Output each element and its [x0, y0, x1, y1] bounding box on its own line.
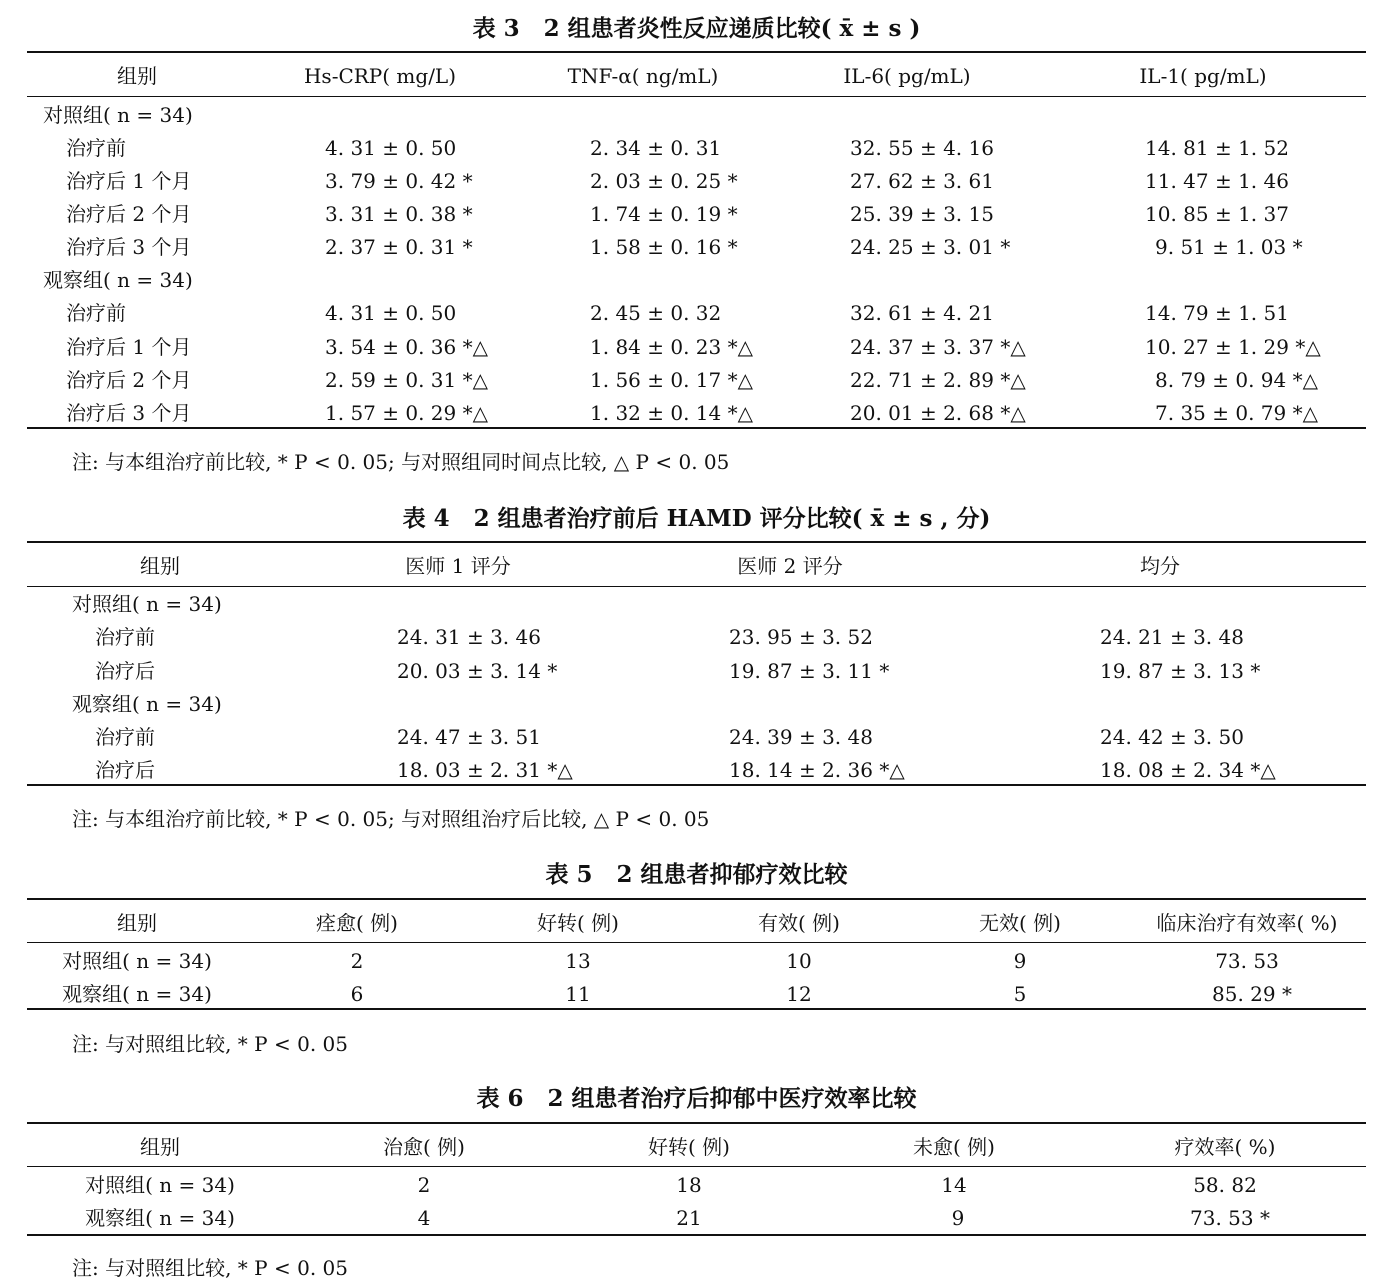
table3-top-rule [27, 51, 1366, 53]
table5-row-label: 观察组( n = 34) [62, 982, 212, 1006]
table3-cell: 9. 51 ± 1. 03 * [1155, 235, 1303, 259]
table3-row-label: 治疗前 [66, 136, 126, 160]
table6-cell: 2 [417, 1173, 431, 1197]
table3-header-il1: IL-1( pg/mL) [1139, 64, 1267, 88]
table6-cell: 9 [951, 1206, 965, 1230]
table3-cell: 14. 79 ± 1. 51 [1145, 301, 1289, 325]
table4-top-rule [27, 541, 1366, 543]
table4-row-label: 治疗后 [95, 758, 155, 782]
table5-header-effective: 有效( 例) [758, 911, 840, 935]
table5-bottom-rule [27, 1008, 1366, 1010]
table6-row-label: 对照组( n = 34) [85, 1173, 235, 1197]
table3-cell: 3. 54 ± 0. 36 *△ [325, 335, 488, 359]
table4-note: 注: 与本组治疗前比较, * P < 0. 05; 与对照组治疗后比较, △ P < 0. 05 [72, 807, 710, 831]
table4-cell: 24. 21 ± 3. 48 [1100, 625, 1244, 649]
table3-header-hscrp: Hs-CRP( mg/L) [303, 64, 457, 88]
table4-cell: 24. 47 ± 3. 51 [397, 725, 541, 749]
table6-header-cured: 治愈( 例) [383, 1135, 465, 1159]
table3-cell: 8. 79 ± 0. 94 *△ [1155, 368, 1318, 392]
table3-cell: 24. 37 ± 3. 37 *△ [850, 335, 1026, 359]
table4-group-observation: 观察组( n = 34) [72, 692, 222, 716]
table3-header-il6: IL-6( pg/mL) [843, 64, 971, 88]
table5-row-label: 对照组( n = 34) [62, 949, 212, 973]
table4-header-doctor1: 医师 1 评分 [405, 554, 511, 578]
table3-cell: 4. 31 ± 0. 50 [325, 136, 457, 160]
table5-cell: 73. 53 [1215, 949, 1279, 973]
table6-note: 注: 与对照组比较, * P < 0. 05 [72, 1256, 348, 1280]
table3-cell: 2. 03 ± 0. 25 * [590, 169, 738, 193]
table3-bottom-rule [27, 427, 1366, 429]
table4-cell: 23. 95 ± 3. 52 [729, 625, 873, 649]
table5-header-rule [27, 942, 1366, 943]
table4-row-label: 治疗前 [95, 625, 155, 649]
table3-cell: 2. 45 ± 0. 32 [590, 301, 722, 325]
table6-header-group: 组别 [140, 1135, 180, 1159]
table4-cell: 18. 14 ± 2. 36 *△ [729, 758, 905, 782]
table4-header-group: 组别 [140, 554, 180, 578]
table4-header-rule [27, 586, 1366, 587]
table3-group-observation: 观察组( n = 34) [43, 268, 193, 292]
table4-cell: 19. 87 ± 3. 11 * [729, 659, 890, 683]
table6-cell: 73. 53 * [1190, 1206, 1270, 1230]
table5-header-ineffective: 无效( 例) [979, 911, 1061, 935]
table3-cell: 1. 84 ± 0. 23 *△ [590, 335, 753, 359]
table3-caption: 表 3 2 组患者炎性反应递质比较( x̄ ± s ) [472, 15, 921, 42]
table3-cell: 3. 31 ± 0. 38 * [325, 202, 473, 226]
table5-header-improved: 好转( 例) [537, 911, 619, 935]
table4-row-label: 治疗后 [95, 659, 155, 683]
table3-cell: 25. 39 ± 3. 15 [850, 202, 994, 226]
table3-row-label: 治疗后 3 个月 [66, 235, 192, 259]
table5-header-group: 组别 [117, 911, 157, 935]
table4-group-control: 对照组( n = 34) [72, 592, 222, 616]
table3-cell: 20. 01 ± 2. 68 *△ [850, 401, 1026, 425]
table4-bottom-rule [27, 784, 1366, 786]
table6-caption: 表 6 2 组患者治疗后抑郁中医疗效率比较 [476, 1085, 917, 1112]
table3-row-label: 治疗后 1 个月 [66, 169, 192, 193]
table5-note: 注: 与对照组比较, * P < 0. 05 [72, 1032, 348, 1056]
table3-cell: 1. 32 ± 0. 14 *△ [590, 401, 753, 425]
table6-cell: 18 [676, 1173, 702, 1197]
table6-header-uncured: 未愈( 例) [913, 1135, 995, 1159]
table6-row-label: 观察组( n = 34) [85, 1206, 235, 1230]
table4-cell: 20. 03 ± 3. 14 * [397, 659, 558, 683]
table3-header-group: 组别 [117, 64, 157, 88]
table5-cell: 9 [1013, 949, 1027, 973]
table3-cell: 2. 37 ± 0. 31 * [325, 235, 473, 259]
table3-cell: 1. 74 ± 0. 19 * [590, 202, 738, 226]
table4-header-mean: 均分 [1140, 554, 1180, 578]
table6-cell: 14 [941, 1173, 967, 1197]
table4-row-label: 治疗前 [95, 725, 155, 749]
table3-cell: 1. 57 ± 0. 29 *△ [325, 401, 488, 425]
table3-cell: 4. 31 ± 0. 50 [325, 301, 457, 325]
table3-cell: 11. 47 ± 1. 46 [1145, 169, 1289, 193]
table5-header-cured: 痊愈( 例) [316, 911, 398, 935]
table3-cell: 32. 61 ± 4. 21 [850, 301, 994, 325]
table3-cell: 27. 62 ± 3. 61 [850, 169, 994, 193]
table5-cell: 6 [350, 982, 364, 1006]
table6-header-rule [27, 1166, 1366, 1167]
table4-cell: 18. 03 ± 2. 31 *△ [397, 758, 573, 782]
table3-header-rule [27, 96, 1366, 97]
table3-cell: 32. 55 ± 4. 16 [850, 136, 994, 160]
table5-top-rule [27, 898, 1366, 900]
table3-note: 注: 与本组治疗前比较, * P < 0. 05; 与对照组同时间点比较, △ P < 0. 05 [72, 450, 730, 474]
table3-cell: 10. 27 ± 1. 29 *△ [1145, 335, 1321, 359]
table6-cell: 21 [676, 1206, 702, 1230]
table3-group-control: 对照组( n = 34) [43, 103, 193, 127]
table3-header-tnf: TNF-α( ng/mL) [567, 64, 719, 88]
table6-cell: 4 [417, 1206, 431, 1230]
table3-cell: 3. 79 ± 0. 42 * [325, 169, 473, 193]
table5-cell: 11 [565, 982, 591, 1006]
table5-header-rate: 临床治疗有效率( %) [1156, 911, 1338, 935]
table3-row-label: 治疗后 1 个月 [66, 335, 192, 359]
table3-cell: 2. 34 ± 0. 31 [590, 136, 722, 160]
table5-cell: 13 [565, 949, 591, 973]
table3-row-label: 治疗后 2 个月 [66, 368, 192, 392]
table3-cell: 7. 35 ± 0. 79 *△ [1155, 401, 1318, 425]
table6-cell: 58. 82 [1193, 1173, 1257, 1197]
table6-header-improved: 好转( 例) [648, 1135, 730, 1159]
table5-cell: 85. 29 * [1212, 982, 1292, 1006]
table3-cell: 10. 85 ± 1. 37 [1145, 202, 1289, 226]
table4-header-doctor2: 医师 2 评分 [737, 554, 843, 578]
table4-cell: 24. 31 ± 3. 46 [397, 625, 541, 649]
table6-bottom-rule [27, 1234, 1366, 1236]
table3-cell: 1. 56 ± 0. 17 *△ [590, 368, 753, 392]
table3-row-label: 治疗前 [66, 301, 126, 325]
table6-header-rate: 疗效率( %) [1174, 1135, 1276, 1159]
table3-cell: 1. 58 ± 0. 16 * [590, 235, 738, 259]
table3-row-label: 治疗后 3 个月 [66, 401, 192, 425]
table4-cell: 18. 08 ± 2. 34 *△ [1100, 758, 1276, 782]
table3-cell: 22. 71 ± 2. 89 *△ [850, 368, 1026, 392]
table4-cell: 24. 42 ± 3. 50 [1100, 725, 1244, 749]
table4-cell: 19. 87 ± 3. 13 * [1100, 659, 1261, 683]
table4-caption: 表 4 2 组患者治疗前后 HAMD 评分比较( x̄ ± s , 分) [402, 505, 991, 532]
table5-cell: 5 [1013, 982, 1027, 1006]
table5-cell: 10 [786, 949, 812, 973]
table3-cell: 24. 25 ± 3. 01 * [850, 235, 1011, 259]
table3-row-label: 治疗后 2 个月 [66, 202, 192, 226]
table3-cell: 2. 59 ± 0. 31 *△ [325, 368, 488, 392]
table6-top-rule [27, 1122, 1366, 1124]
table3-cell: 14. 81 ± 1. 52 [1145, 136, 1289, 160]
table5-cell: 12 [786, 982, 812, 1006]
table4-cell: 24. 39 ± 3. 48 [729, 725, 873, 749]
table5-cell: 2 [350, 949, 364, 973]
table5-caption: 表 5 2 组患者抑郁疗效比较 [545, 861, 848, 888]
